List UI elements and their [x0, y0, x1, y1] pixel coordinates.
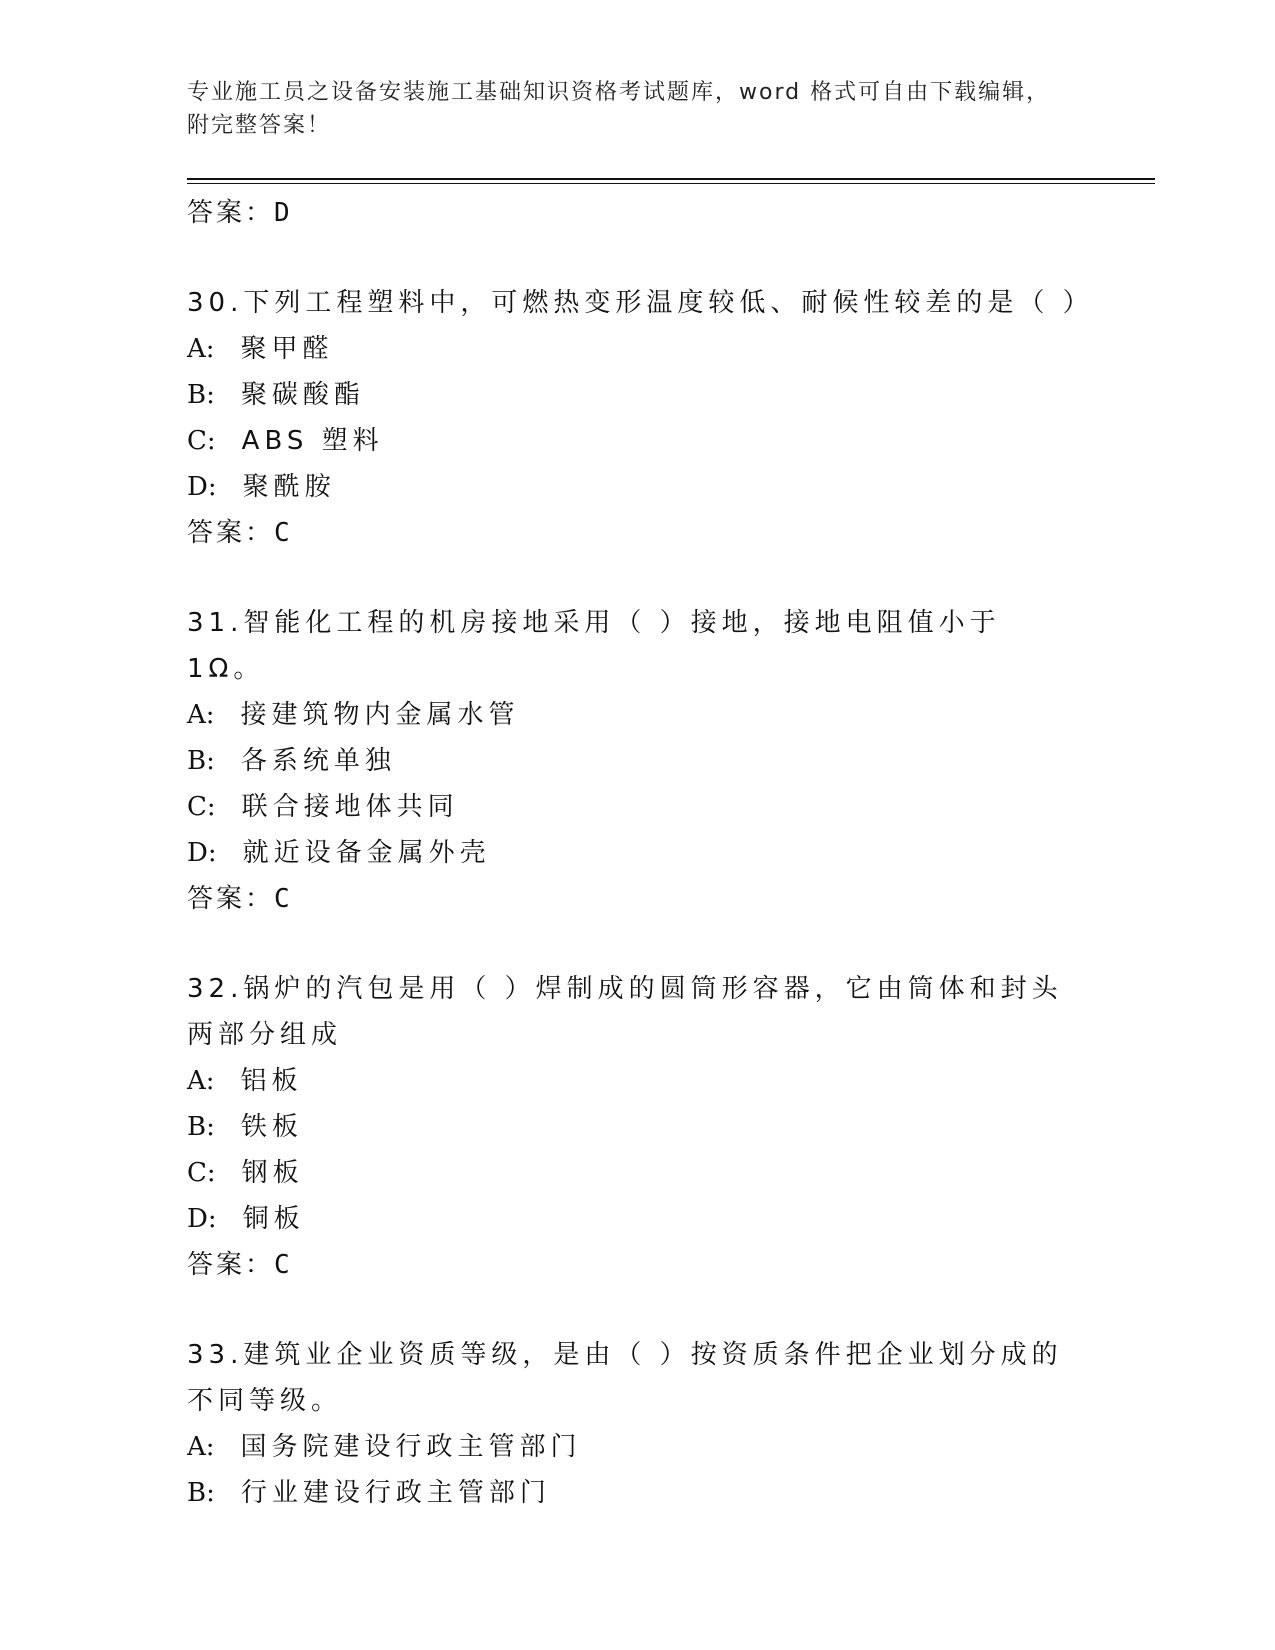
option-key: A: — [187, 700, 215, 730]
question-answer — [187, 1242, 1087, 1288]
option-key: A: — [187, 1066, 215, 1096]
option-key: C: — [187, 426, 216, 456]
option-text: ABS 塑料 — [241, 426, 384, 456]
question-30 — [187, 280, 1094, 556]
option-text: 国务院建设行政主管部门 — [240, 1432, 582, 1462]
option-key: B: — [187, 380, 215, 410]
question-text: 31.智能化工程的机房接地采用（ ）接地，接地电阻值小于 1Ω。 — [187, 608, 1001, 684]
option-text: 就近设备金属外壳 — [242, 838, 491, 868]
question-text: 30.下列工程塑料中，可燃热变形温度较低、耐候性较差的是（ ） — [187, 288, 1094, 318]
header-line-1: 专业施工员之设备安装施工基础知识资格考试题库，word 格式可自由下载编辑， — [187, 80, 1051, 105]
option-key: B: — [187, 1112, 215, 1142]
option-text: 各系统单独 — [240, 746, 396, 776]
option-d — [187, 464, 1087, 510]
option-d — [187, 830, 1087, 876]
option-text: 铝板 — [240, 1066, 303, 1096]
option-text: 聚酰胺 — [242, 472, 336, 502]
option-text: 联合接地体共同 — [241, 792, 459, 822]
question-33 — [187, 1332, 1087, 1516]
option-d — [187, 1196, 1087, 1242]
option-text: 铁板 — [240, 1112, 303, 1142]
option-key: D: — [187, 838, 217, 868]
option-b — [187, 372, 1087, 418]
option-key: A: — [187, 1432, 215, 1462]
header-line-2: 附完整答案！ — [187, 113, 332, 138]
answer-value: D — [274, 198, 293, 228]
option-key: C: — [187, 792, 216, 822]
option-b — [187, 738, 1087, 784]
option-key: D: — [187, 472, 217, 502]
previous-answer — [187, 190, 1087, 236]
document-header — [187, 76, 1067, 142]
header-divider-thin — [187, 183, 1155, 184]
option-a — [187, 1058, 1087, 1104]
answer-value: C — [274, 518, 293, 548]
option-key: B: — [187, 1478, 215, 1508]
question-answer — [187, 876, 1087, 922]
option-a — [187, 326, 1087, 372]
option-text: 聚碳酸酯 — [240, 380, 365, 410]
option-b — [187, 1104, 1087, 1150]
option-c — [187, 418, 1087, 464]
answer-label: 答案： — [187, 1250, 275, 1280]
page-content — [187, 190, 1094, 1516]
option-text: 聚甲醛 — [240, 334, 334, 364]
option-text: 铜板 — [242, 1204, 305, 1234]
question-32 — [187, 966, 1087, 1288]
option-c — [187, 784, 1087, 830]
question-answer — [187, 510, 1087, 556]
option-text: 接建筑物内金属水管 — [240, 700, 520, 730]
header-divider-thick — [187, 178, 1155, 180]
question-text: 32.锅炉的汽包是用（ ）焊制成的圆筒形容器，它由筒体和封头两部分组成 — [187, 974, 1063, 1050]
option-a — [187, 692, 1087, 738]
question-31 — [187, 600, 1087, 922]
answer-value: C — [274, 884, 293, 914]
option-key: D: — [187, 1204, 217, 1234]
answer-label: 答案： — [187, 518, 275, 548]
option-key: C: — [187, 1158, 216, 1188]
answer-value: C — [274, 1250, 293, 1280]
option-key: A: — [187, 334, 215, 364]
question-text: 33.建筑业企业资质等级，是由（ ）按资质条件把企业划分成的不同等级。 — [187, 1340, 1063, 1416]
option-b — [187, 1470, 1087, 1516]
option-text: 钢板 — [241, 1158, 304, 1188]
option-text: 行业建设行政主管部门 — [240, 1478, 551, 1508]
option-key: B: — [187, 746, 215, 776]
option-c — [187, 1150, 1087, 1196]
option-a — [187, 1424, 1087, 1470]
answer-label: 答案： — [187, 198, 275, 228]
answer-label: 答案： — [187, 884, 275, 914]
